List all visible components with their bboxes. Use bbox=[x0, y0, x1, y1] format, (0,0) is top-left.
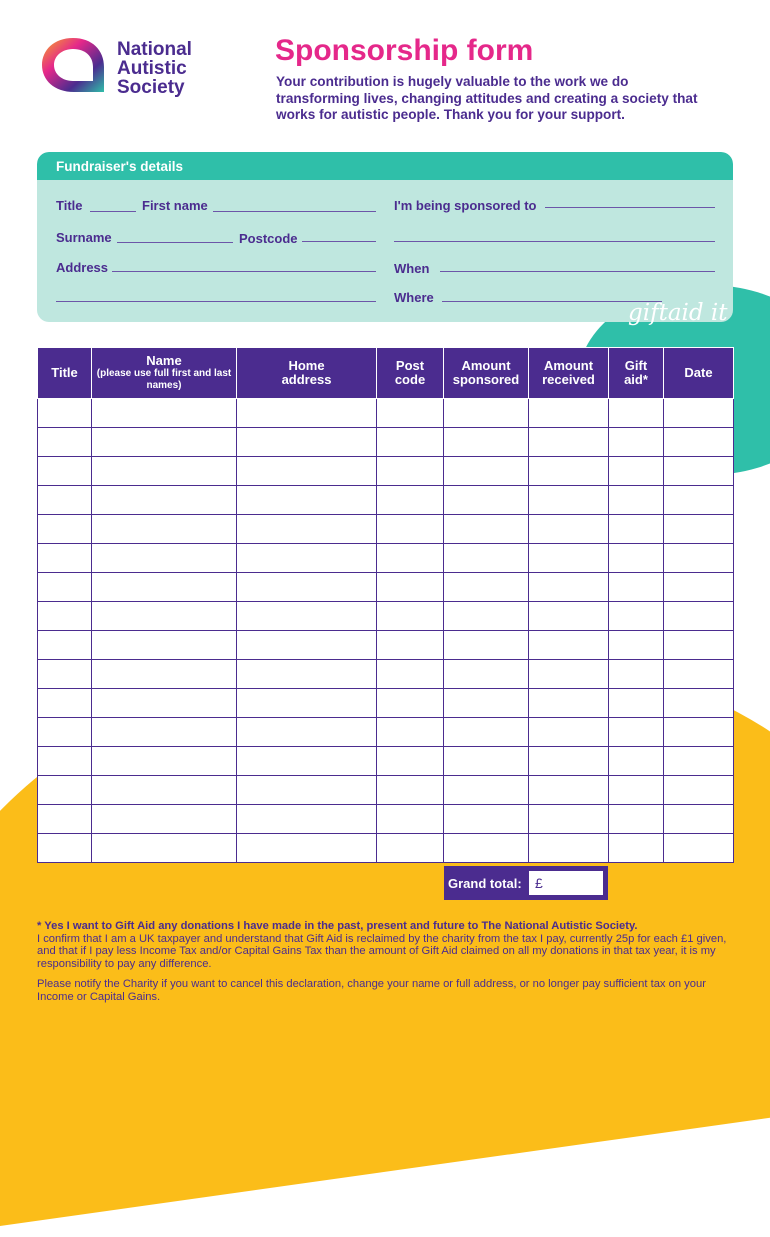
nas-logo-text bbox=[117, 40, 192, 97]
cell-amount-sponsored[interactable] bbox=[444, 660, 529, 689]
cell-gift-aid[interactable] bbox=[609, 602, 664, 631]
cell-amount-received[interactable] bbox=[529, 747, 609, 776]
cell-post-code[interactable] bbox=[377, 515, 444, 544]
postcode-label: Postcode bbox=[239, 231, 298, 246]
cell-date[interactable] bbox=[664, 631, 734, 660]
cell-home-address[interactable] bbox=[237, 834, 377, 863]
cell-post-code[interactable] bbox=[377, 544, 444, 573]
logo-line-2: Autistic bbox=[117, 58, 187, 79]
cell-date[interactable] bbox=[664, 428, 734, 457]
cell-post-code[interactable] bbox=[377, 457, 444, 486]
surname-field[interactable] bbox=[117, 242, 233, 243]
cell-amount-received[interactable] bbox=[529, 573, 609, 602]
cell-gift-aid[interactable] bbox=[609, 544, 664, 573]
cell-date[interactable] bbox=[664, 834, 734, 863]
table-row bbox=[38, 457, 734, 486]
cell-amount-sponsored[interactable] bbox=[444, 631, 529, 660]
cell-name[interactable] bbox=[92, 834, 237, 863]
cell-title[interactable] bbox=[38, 486, 92, 515]
cell-title[interactable] bbox=[38, 573, 92, 602]
cell-amount-sponsored[interactable] bbox=[444, 747, 529, 776]
cell-name[interactable] bbox=[92, 515, 237, 544]
cell-amount-sponsored[interactable] bbox=[444, 544, 529, 573]
cell-date[interactable] bbox=[664, 747, 734, 776]
first-name-label: First name bbox=[142, 198, 208, 213]
col-amount-sponsored-header bbox=[444, 348, 529, 399]
cell-gift-aid[interactable] bbox=[609, 834, 664, 863]
cell-amount-received[interactable] bbox=[529, 515, 609, 544]
table-row bbox=[38, 718, 734, 747]
cell-post-code[interactable] bbox=[377, 805, 444, 834]
sponsored-to-field[interactable] bbox=[545, 207, 715, 208]
cell-home-address[interactable] bbox=[237, 515, 377, 544]
cell-date[interactable] bbox=[664, 805, 734, 834]
sponsors-table-body bbox=[38, 399, 734, 863]
cell-amount-sponsored[interactable] bbox=[444, 457, 529, 486]
col-gift-aid-line-2: aid* bbox=[624, 372, 648, 387]
cell-date[interactable] bbox=[664, 573, 734, 602]
cell-post-code[interactable] bbox=[377, 660, 444, 689]
cell-amount-received[interactable] bbox=[529, 544, 609, 573]
cell-post-code[interactable] bbox=[377, 776, 444, 805]
cell-home-address[interactable] bbox=[237, 573, 377, 602]
cell-home-address[interactable] bbox=[237, 776, 377, 805]
cell-name[interactable] bbox=[92, 544, 237, 573]
cell-amount-received[interactable] bbox=[529, 631, 609, 660]
cell-gift-aid[interactable] bbox=[609, 457, 664, 486]
cell-post-code[interactable] bbox=[377, 718, 444, 747]
col-gift-aid-line-1: Gift bbox=[624, 357, 648, 373]
table-row bbox=[38, 428, 734, 457]
cell-home-address[interactable] bbox=[237, 486, 377, 515]
cell-name[interactable] bbox=[92, 428, 237, 457]
col-title-header bbox=[38, 348, 92, 399]
cell-date[interactable] bbox=[664, 718, 734, 747]
col-date-text: Date bbox=[684, 364, 713, 380]
title-label: Title bbox=[56, 198, 83, 213]
sponsored-to-field-line-2[interactable] bbox=[394, 241, 715, 242]
cell-gift-aid[interactable] bbox=[609, 631, 664, 660]
address-field-line-2[interactable] bbox=[56, 301, 376, 302]
cell-title[interactable] bbox=[38, 776, 92, 805]
cell-amount-received[interactable] bbox=[529, 689, 609, 718]
cell-gift-aid[interactable] bbox=[609, 515, 664, 544]
cell-post-code[interactable] bbox=[377, 428, 444, 457]
cell-amount-received[interactable] bbox=[529, 834, 609, 863]
cell-home-address[interactable] bbox=[237, 718, 377, 747]
cell-date[interactable] bbox=[664, 776, 734, 805]
cell-amount-received[interactable] bbox=[529, 457, 609, 486]
cell-name[interactable] bbox=[92, 718, 237, 747]
cell-gift-aid[interactable] bbox=[609, 660, 664, 689]
table-row bbox=[38, 486, 734, 515]
cell-amount-sponsored[interactable] bbox=[444, 486, 529, 515]
col-name-text: Name bbox=[146, 352, 182, 368]
col-name-header bbox=[92, 348, 237, 399]
col-post-code-header bbox=[377, 348, 444, 399]
cell-name[interactable] bbox=[92, 747, 237, 776]
cell-name[interactable] bbox=[92, 660, 237, 689]
cell-name[interactable] bbox=[92, 776, 237, 805]
cell-amount-sponsored[interactable] bbox=[444, 776, 529, 805]
cell-post-code[interactable] bbox=[377, 747, 444, 776]
col-amount-received-line-1: Amount bbox=[543, 357, 594, 373]
col-post-code-line-1: Post bbox=[395, 357, 425, 373]
cell-date[interactable] bbox=[664, 602, 734, 631]
table-header-row bbox=[38, 348, 734, 399]
cell-date[interactable] bbox=[664, 515, 734, 544]
where-label: Where bbox=[394, 290, 434, 305]
cell-gift-aid[interactable] bbox=[609, 776, 664, 805]
cell-title[interactable] bbox=[38, 457, 92, 486]
declaration-bold-text: * Yes I want to Gift Aid any donations I have made in the past, present and future to The National Autistic Society. bbox=[37, 920, 638, 932]
fundraiser-details-panel bbox=[37, 152, 733, 322]
cell-gift-aid[interactable] bbox=[609, 428, 664, 457]
address-field[interactable] bbox=[112, 271, 376, 272]
col-gift-aid-header bbox=[609, 348, 664, 399]
surname-label: Surname bbox=[56, 230, 112, 245]
when-label: When bbox=[394, 261, 430, 276]
col-name-note: (please use full first and last names) bbox=[96, 368, 232, 392]
col-amount-received-line-2: received bbox=[542, 372, 595, 387]
declaration-notify-text: Please notify the Charity if you want to cancel this declaration, change your name or full address, or no longer pay sufficient tax on your Income or Capital Gains. bbox=[37, 978, 706, 1003]
logo-line-3: Society bbox=[117, 77, 185, 98]
cell-date[interactable] bbox=[664, 457, 734, 486]
cell-amount-sponsored[interactable] bbox=[444, 573, 529, 602]
cell-amount-received[interactable] bbox=[529, 776, 609, 805]
first-name-field[interactable] bbox=[213, 211, 376, 212]
when-field[interactable] bbox=[440, 271, 715, 272]
logo-line-1: National bbox=[117, 39, 192, 60]
cell-gift-aid[interactable] bbox=[609, 718, 664, 747]
cell-amount-sponsored[interactable] bbox=[444, 718, 529, 747]
col-home-address-header bbox=[237, 348, 377, 399]
col-home-address-line-2: address bbox=[281, 372, 332, 387]
cell-date[interactable] bbox=[664, 486, 734, 515]
intro-text: Your contribution is hugely valuable to the work we do transforming lives, changing attitudes and creating a society that works for autistic people. Thank you for your support. bbox=[276, 74, 698, 122]
cell-gift-aid[interactable] bbox=[609, 747, 664, 776]
cell-amount-received[interactable] bbox=[529, 602, 609, 631]
cell-home-address[interactable] bbox=[237, 660, 377, 689]
cell-amount-received[interactable] bbox=[529, 486, 609, 515]
col-amount-sponsored-line-2: sponsored bbox=[452, 372, 520, 387]
cell-gift-aid[interactable] bbox=[609, 486, 664, 515]
cell-title[interactable] bbox=[38, 515, 92, 544]
sponsored-to-label: I'm being sponsored to bbox=[394, 198, 537, 213]
cell-home-address[interactable] bbox=[237, 544, 377, 573]
cell-post-code[interactable] bbox=[377, 573, 444, 602]
cell-post-code[interactable] bbox=[377, 399, 444, 428]
col-post-code-line-2: code bbox=[394, 372, 426, 387]
table-row bbox=[38, 776, 734, 805]
sponsors-table bbox=[37, 347, 734, 863]
cell-amount-received[interactable] bbox=[529, 428, 609, 457]
cell-date[interactable] bbox=[664, 660, 734, 689]
cell-title[interactable] bbox=[38, 747, 92, 776]
cell-date[interactable] bbox=[664, 689, 734, 718]
cell-amount-received[interactable] bbox=[529, 805, 609, 834]
table-row bbox=[38, 631, 734, 660]
cell-name[interactable] bbox=[92, 573, 237, 602]
postcode-field[interactable] bbox=[302, 241, 376, 242]
address-label: Address bbox=[56, 260, 109, 275]
table-row bbox=[38, 573, 734, 602]
cell-amount-sponsored[interactable] bbox=[444, 399, 529, 428]
col-date-header bbox=[664, 348, 734, 399]
cell-amount-sponsored[interactable] bbox=[444, 689, 529, 718]
table-row bbox=[38, 660, 734, 689]
gift-aid-declaration bbox=[37, 920, 727, 1003]
cell-gift-aid[interactable] bbox=[609, 805, 664, 834]
title-field[interactable] bbox=[90, 211, 136, 212]
cell-post-code[interactable] bbox=[377, 486, 444, 515]
cell-home-address[interactable] bbox=[237, 399, 377, 428]
cell-name[interactable] bbox=[92, 602, 237, 631]
cell-home-address[interactable] bbox=[237, 602, 377, 631]
col-home-address-line-1: Home bbox=[288, 357, 325, 373]
cell-home-address[interactable] bbox=[237, 428, 377, 457]
cell-date[interactable] bbox=[664, 544, 734, 573]
table-row bbox=[38, 399, 734, 428]
grand-total-label: Grand total: bbox=[448, 876, 522, 891]
cell-gift-aid[interactable] bbox=[609, 573, 664, 602]
col-amount-sponsored-line-1: Amount bbox=[461, 357, 511, 373]
cell-post-code[interactable] bbox=[377, 834, 444, 863]
cell-name[interactable] bbox=[92, 399, 237, 428]
cell-amount-sponsored[interactable] bbox=[444, 428, 529, 457]
cell-title[interactable] bbox=[38, 689, 92, 718]
table-row bbox=[38, 834, 734, 863]
cell-post-code[interactable] bbox=[377, 631, 444, 660]
cell-title[interactable] bbox=[38, 631, 92, 660]
declaration-text: I confirm that I am a UK taxpayer and understand that Gift Aid is reclaimed by the charity from the tax I pay, currently 25p for each £1 given, and that if I pay less Income Tax and/or Capital Gains Tax than the amount of Gift Aid claimed on all my donations in that tax year, it is my responsibility to pay any difference. bbox=[37, 932, 727, 970]
cell-name[interactable] bbox=[92, 457, 237, 486]
cell-amount-received[interactable] bbox=[529, 660, 609, 689]
cell-home-address[interactable] bbox=[237, 805, 377, 834]
cell-name[interactable] bbox=[92, 689, 237, 718]
table-row bbox=[38, 689, 734, 718]
grand-total-field[interactable] bbox=[529, 871, 603, 895]
col-title-text: Title bbox=[51, 364, 78, 380]
cell-home-address[interactable] bbox=[237, 631, 377, 660]
cell-post-code[interactable] bbox=[377, 602, 444, 631]
cell-amount-sponsored[interactable] bbox=[444, 602, 529, 631]
cell-name[interactable] bbox=[92, 631, 237, 660]
cell-home-address[interactable] bbox=[237, 457, 377, 486]
cell-home-address[interactable] bbox=[237, 689, 377, 718]
cell-gift-aid[interactable] bbox=[609, 689, 664, 718]
cell-title[interactable] bbox=[38, 399, 92, 428]
giftaid-logo: giftaid it bbox=[628, 300, 728, 326]
cell-title[interactable] bbox=[38, 428, 92, 457]
cell-amount-sponsored[interactable] bbox=[444, 805, 529, 834]
table-row bbox=[38, 805, 734, 834]
page-title: Sponsorship form bbox=[275, 34, 534, 67]
col-amount-received-header bbox=[529, 348, 609, 399]
table-row bbox=[38, 602, 734, 631]
table-row bbox=[38, 544, 734, 573]
cell-home-address[interactable] bbox=[237, 747, 377, 776]
table-row bbox=[38, 747, 734, 776]
cell-title[interactable] bbox=[38, 660, 92, 689]
cell-amount-sponsored[interactable] bbox=[444, 834, 529, 863]
cell-name[interactable] bbox=[92, 486, 237, 515]
cell-amount-sponsored[interactable] bbox=[444, 515, 529, 544]
cell-gift-aid[interactable] bbox=[609, 399, 664, 428]
cell-amount-received[interactable] bbox=[529, 718, 609, 747]
nas-logo-icon bbox=[38, 34, 108, 96]
table-row bbox=[38, 515, 734, 544]
cell-post-code[interactable] bbox=[377, 689, 444, 718]
cell-date[interactable] bbox=[664, 399, 734, 428]
cell-title[interactable] bbox=[38, 834, 92, 863]
cell-amount-received[interactable] bbox=[529, 399, 609, 428]
fundraiser-details-heading: Fundraiser's details bbox=[56, 159, 184, 174]
fundraiser-details-header bbox=[37, 152, 733, 180]
cell-title[interactable] bbox=[38, 544, 92, 573]
cell-title[interactable] bbox=[38, 602, 92, 631]
cell-title[interactable] bbox=[38, 718, 92, 747]
cell-name[interactable] bbox=[92, 805, 237, 834]
cell-title[interactable] bbox=[38, 805, 92, 834]
